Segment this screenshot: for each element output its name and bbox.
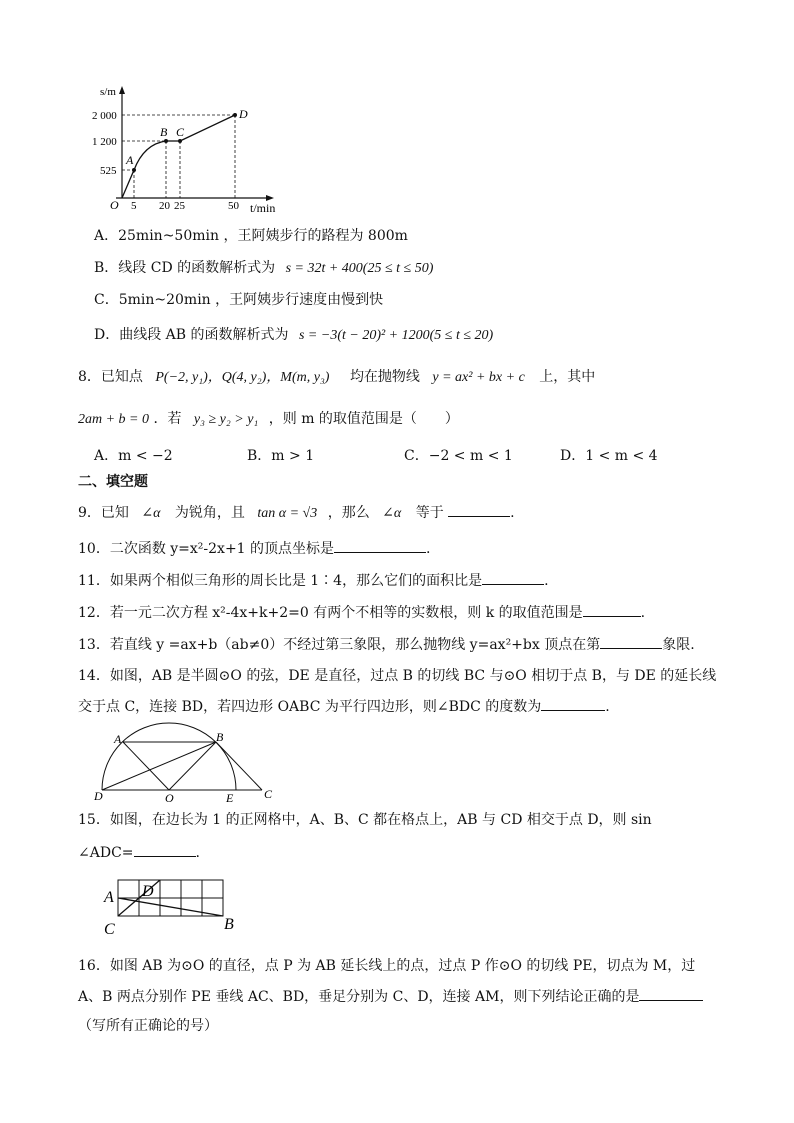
q13-text: 13．若直线 y =ax+b（ab≠0）不经过第三象限，那么抛物线 y=ax²+bx 顶点在第 — [78, 637, 601, 653]
q14-answer-blank[interactable] — [541, 696, 605, 711]
q10-line — [78, 538, 431, 559]
semicircle-figure — [92, 730, 282, 804]
q9-g: 等于 — [415, 505, 444, 521]
x-axis-label: t/min — [250, 201, 276, 215]
y-tick-2000: 2 000 — [92, 110, 117, 122]
q8-option-a: A．m < −2 — [94, 448, 173, 464]
q9-answer-blank[interactable] — [448, 502, 510, 517]
q8-cond1: 2am + b = 0 — [78, 412, 150, 427]
q8-points: P(−2, y₁)，Q(4, y₂)，M(m, y₃) — [155, 370, 330, 385]
fig15-label-C: C — [104, 921, 115, 938]
q14-line2-text: 交于点 C，连接 BD，若四边形 OABC 为平行四边形，则∠BDC 的度数为 — [78, 699, 542, 715]
fig14-label-O: O — [165, 791, 174, 805]
q15-answer-blank[interactable] — [134, 842, 196, 857]
q10-answer-blank[interactable] — [334, 538, 426, 553]
tangent-BC — [216, 742, 262, 790]
grid-lines — [118, 880, 223, 916]
q8-cond2: y₃ ≥ y₂ > y₁ — [193, 412, 259, 427]
q8-tail: 上，其中 — [539, 369, 596, 385]
q12-answer-blank[interactable] — [583, 602, 641, 617]
q7-option-b-formula: s = 32t + 400(25 ≤ t ≤ 50) — [285, 261, 434, 276]
q15-line2-text: ∠ADC= — [78, 845, 134, 861]
x-tick-5: 5 — [131, 200, 137, 212]
fig15-label-A: A — [104, 889, 114, 906]
fig15-label-B: B — [224, 916, 234, 933]
point-D — [233, 113, 237, 117]
fig14-label-C: C — [264, 787, 273, 801]
q11-end: . — [544, 573, 549, 589]
q16-line2-text: A、B 两点分别作 PE 垂线 AC、BD，垂足分别为 C、D，连接 AM，则下列结论正确的是 — [78, 989, 640, 1005]
q12-text: 12．若一元二次方程 x²-4x+k+2=0 有两个不相等的实数根，则 k 的取值范围是 — [78, 605, 583, 621]
graph-curve-OA — [122, 170, 134, 198]
q8-cond-mid: ．若 — [153, 411, 182, 427]
graph-segment-CD — [180, 115, 235, 141]
fig15-label-D: D — [142, 883, 154, 900]
q16-line3: （写所有正确论的号） — [78, 1018, 218, 1034]
label-C: C — [176, 125, 185, 139]
x-tick-20: 20 — [159, 200, 170, 212]
point-B — [164, 139, 168, 143]
q15-line2 — [78, 842, 200, 863]
q8-cond-tail: ，则 m 的取值范围是（ ） — [268, 411, 459, 427]
q14-line1: 14．如图，AB 是半圆⊙O 的弦，DE 是直径，过点 B 的切线 BC 与⊙O 相切于点 B，与 DE 的延长线 — [78, 668, 717, 684]
segment-BD — [102, 742, 216, 790]
fig14-label-E: E — [226, 791, 234, 805]
q13-line — [78, 634, 695, 655]
q7-option-b — [94, 258, 433, 279]
q8-parabola: y = ax² + bx + c — [432, 370, 525, 385]
q7-option-c: C．5min~20min ，王阿姨步行速度由慢到快 — [94, 292, 384, 308]
origin-label: O — [110, 198, 119, 212]
q9-angle-1: ∠α — [141, 506, 161, 521]
q12-end: . — [640, 605, 646, 621]
q7-option-d-text: D．曲线段 AB 的函数解析式为 — [94, 327, 289, 343]
label-B: B — [160, 125, 168, 139]
x-tick-25: 25 — [174, 200, 185, 212]
q7-option-a: A．25min~50min ，王阿姨步行的路程为 800m — [94, 228, 408, 244]
label-D: D — [239, 107, 248, 121]
q9-angle-2: ∠α — [382, 506, 402, 521]
q9-line — [78, 502, 515, 524]
distance-time-graph — [92, 84, 282, 214]
grid-figure — [100, 876, 240, 938]
section-heading: 二、填空题 — [78, 474, 148, 490]
q11-answer-blank[interactable] — [482, 570, 544, 585]
q15-line1: 15．如图，在边长为 1 的正网格中，A、B、C 都在格点上，AB 与 CD 相交于点 D，则 sin — [78, 812, 652, 828]
q14-line2 — [78, 696, 610, 717]
q16-line1: 16．如图 AB 为⊙O 的直径，点 P 为 AB 延长线上的点，过点 P 作⊙O 的切线 PE，切点为 M，过 — [78, 958, 696, 974]
y-axis-label: s/m — [100, 86, 116, 98]
q8-option-d: D．1 < m < 4 — [560, 448, 658, 464]
fig14-label-D: D — [94, 789, 103, 803]
fig14-label-A: A — [114, 732, 122, 746]
q8-line2 — [78, 409, 459, 430]
q13-answer-blank[interactable] — [600, 634, 662, 649]
y-axis-arrow — [119, 86, 125, 94]
q7-option-d-formula: s = −3(t − 20)² + 1200(5 ≤ t ≤ 20) — [298, 328, 494, 343]
q8-line1 — [78, 367, 595, 388]
q10-text: 10．二次函数 y=x²-2x+1 的顶点坐标是 — [78, 541, 335, 557]
q9-a: 9．已知 — [78, 505, 129, 521]
fig14-label-B: B — [216, 730, 224, 744]
q8-mid: 均在抛物线 — [349, 369, 420, 385]
segment-AO — [123, 742, 169, 790]
q12-line — [78, 602, 645, 623]
y-tick-525: 525 — [100, 165, 117, 177]
graph-curve-AB — [134, 141, 166, 170]
q13-end: 象限. — [662, 637, 695, 653]
q8-intro: 8．已知点 — [78, 369, 143, 385]
segment-AB — [118, 898, 223, 916]
q16-answer-blank[interactable] — [639, 986, 703, 1001]
label-A: A — [126, 153, 134, 167]
q9-c: 为锐角，且 — [174, 505, 245, 521]
q11-text: 11．如果两个相似三角形的周长比是 1∶4，那么它们的面积比是 — [78, 573, 483, 589]
q7-option-d — [94, 325, 493, 346]
q15-end: . — [195, 845, 200, 861]
q9-e: ，那么 — [327, 505, 370, 521]
x-tick-50: 50 — [228, 200, 239, 212]
q9-end: . — [510, 505, 515, 521]
point-C — [178, 139, 182, 143]
segment-BO — [169, 742, 216, 790]
q11-line — [78, 570, 549, 591]
q14-end: . — [605, 699, 610, 715]
y-tick-1200: 1 200 — [92, 136, 117, 148]
q9-tan: tan α = √3 — [257, 506, 318, 521]
q16-line2 — [78, 986, 703, 1007]
q8-option-b: B．m > 1 — [247, 448, 315, 464]
q10-end: . — [426, 541, 431, 557]
q8-option-c: C．−2 < m < 1 — [404, 448, 513, 464]
q7-option-b-text: B．线段 CD 的函数解析式为 — [94, 260, 276, 276]
point-A — [132, 168, 136, 172]
